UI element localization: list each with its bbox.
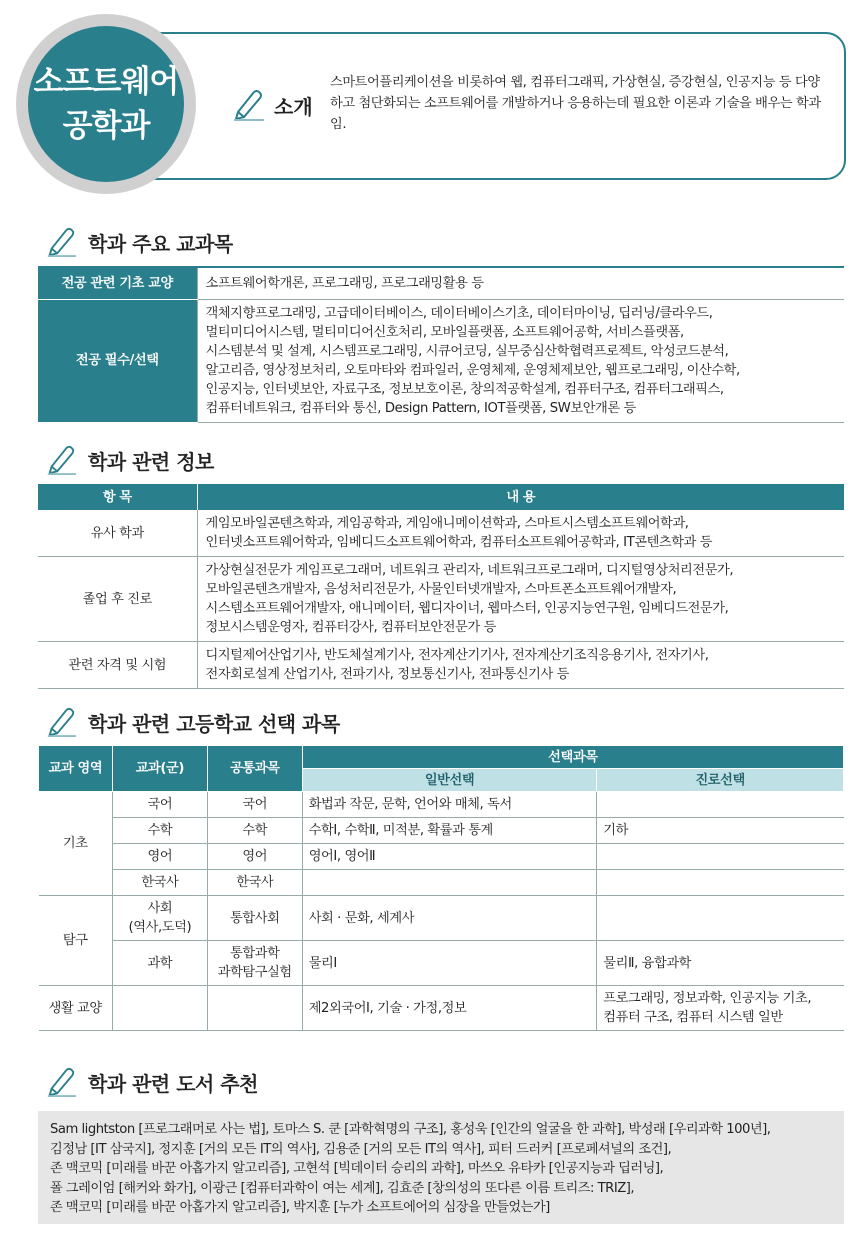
general-cell: 영어Ⅰ, 영어Ⅱ <box>302 844 597 870</box>
content-line: 가상현실전문가 게임프로그래머, 네트워크 관리자, 네트워크프로그래머, 디지털영상처리전문가, <box>205 563 734 578</box>
section-title-text: 학과 관련 고등학교 선택 과목 <box>88 711 340 736</box>
table-row <box>38 299 844 422</box>
section-title-books <box>44 1066 258 1098</box>
pencil-icon <box>44 1066 78 1098</box>
row-label: 관련 자격 및 시험 <box>38 642 197 689</box>
content-line: 디지털제어산업기사, 반도체설계기사, 전자계산기기사, 전자계산기조직응용기사, 전자기사, <box>205 648 709 663</box>
subject-cell: 수학 <box>112 818 207 844</box>
book-line: 존 맥코믹 [미래를 바꾼 아홉가지 알고리즘], 고현석 [빅데이터 승리의 과학], 마쓰오 유타카 [인공지능과 딥러닝], <box>50 1161 664 1176</box>
career-line: 컴퓨터 구조, 컴퓨터 시스템 일반 <box>603 1010 783 1025</box>
general-cell: 사회 · 문화, 세계사 <box>302 896 597 941</box>
general-cell: 화법과 작문, 문학, 언어와 매체, 독서 <box>302 792 597 818</box>
books-box <box>38 1111 844 1224</box>
book-line: 김정남 [IT 삼국지], 정지훈 [거의 모든 IT의 역사], 김용준 [거의 모든 IT의 역사], 피터 드러커 [프로페셔널의 조건], <box>50 1141 672 1157</box>
section-title-highschool <box>44 706 340 738</box>
column-header: 항 목 <box>38 484 197 510</box>
subject-cell: 한국사 <box>112 870 207 896</box>
content-line: 소프트웨어학개론, 프로그래밍, 프로그래밍활용 등 <box>205 275 484 291</box>
career-cell <box>597 986 844 1031</box>
courses-table <box>38 266 844 423</box>
career-line: 프로그래밍, 정보과학, 인공지능 기초, <box>603 991 812 1006</box>
subject-line: (역사,도덕) <box>128 920 192 935</box>
content-line: 게임모바일콘텐츠학과, 게임공학과, 게임애니메이션학과, 스마트시스템소프트웨어학과, <box>205 516 689 531</box>
common-line: 과학탐구실험 <box>217 965 292 980</box>
content-line: 인공지능, 인터넷보안, 자료구조, 정보보호이론, 창의적공학설계, 컴퓨터구조, 컴퓨터그래픽스, <box>205 381 724 397</box>
table-header-row <box>39 746 844 769</box>
table-header-row <box>38 484 844 510</box>
book-line: 폴 그레이엄 [해커와 화가], 이광근 [컴퓨터과학이 여는 세계], 김효준 [창의성의 또다른 이름 트리즈: TRIZ], <box>50 1180 635 1196</box>
content-line: 인터넷소프트웨어학과, 임베디드소프트웨어학과, 컴퓨터소프트웨어공학과, IT콘텐츠학과 등 <box>205 535 713 550</box>
row-content <box>197 510 844 557</box>
common-line: 통합과학 <box>230 946 280 961</box>
content-line: 멀티미디어시스템, 멀티미디어신호처리, 모바일플랫폼, 소프트웨어공학, 서비스플랫폼, <box>205 324 684 340</box>
content-line: 객체지향프로그래밍, 고급데이터베이스, 데이터베이스기초, 데이터마이닝, 딥러닝/클라우드, <box>205 305 713 321</box>
pencil-icon <box>44 706 78 738</box>
column-header: 내 용 <box>197 484 844 510</box>
column-header-common: 공통과목 <box>207 746 302 792</box>
row-label: 전공 관련 기초 교양 <box>38 267 197 299</box>
common-cell: 수학 <box>207 818 302 844</box>
table-row <box>39 818 844 844</box>
common-cell <box>207 986 302 1031</box>
section-title-info <box>44 444 214 476</box>
career-cell <box>597 896 844 941</box>
row-label: 유사 학과 <box>38 510 197 557</box>
common-cell <box>207 941 302 986</box>
row-label: 졸업 후 진로 <box>38 557 197 642</box>
subject-cell: 과학 <box>112 941 207 986</box>
column-header-area: 교과 영역 <box>39 746 113 792</box>
common-cell: 한국사 <box>207 870 302 896</box>
general-cell <box>302 870 597 896</box>
common-cell: 영어 <box>207 844 302 870</box>
section-title-text: 학과 관련 도서 추천 <box>88 1071 258 1096</box>
book-line: 존 맥코믹 [미래를 바꾼 아홉가지 알고리즘], 박지훈 [누가 소프트에어의 심장을 만들었는가] <box>50 1200 550 1215</box>
area-cell: 탐구 <box>39 896 113 986</box>
table-row <box>39 896 844 941</box>
highschool-table <box>38 745 844 1031</box>
department-title-line1: 소프트웨어 <box>33 64 179 100</box>
table-row <box>39 870 844 896</box>
general-cell: 제2외국어Ⅰ, 기술 · 가정,정보 <box>302 986 597 1031</box>
section-title-text: 학과 주요 교과목 <box>88 231 233 256</box>
general-cell: 물리Ⅰ <box>302 941 597 986</box>
section-title-text: 학과 관련 정보 <box>88 449 214 474</box>
column-header-general: 일반선택 <box>302 769 597 792</box>
book-line: Sam lightston [프로그래머로 사는 법], 토마스 S. 쿤 [과학혁명의 구조], 홍성욱 [인간의 얼굴을 한 과학], 박성래 [우리과학 100년], <box>50 1122 771 1137</box>
common-cell: 국어 <box>207 792 302 818</box>
common-cell: 통합사회 <box>207 896 302 941</box>
table-row <box>38 510 844 557</box>
career-cell: 물리Ⅱ, 융합과학 <box>597 941 844 986</box>
subject-cell: 영어 <box>112 844 207 870</box>
intro-label-text: 소개 <box>274 94 313 119</box>
area-cell: 기초 <box>39 792 113 896</box>
intro-text: 스마트어플리케이션을 비롯하여 웹, 컴퓨터그래픽, 가상현실, 증강현실, 인공지능 등 다양하고 첨단화되는 소프트웨어를 개발하거나 응용하는데 필요한 이론과 기술을 배우는 학과임. <box>330 75 821 132</box>
row-content <box>197 299 844 422</box>
row-label: 전공 필수/선택 <box>38 299 197 422</box>
column-header-career: 진로선택 <box>597 769 844 792</box>
row-content <box>197 557 844 642</box>
table-row <box>39 792 844 818</box>
career-cell <box>597 792 844 818</box>
section-title-courses <box>44 226 233 258</box>
area-cell: 생활 교양 <box>39 986 113 1031</box>
row-content <box>197 642 844 689</box>
content-line: 정보시스템운영자, 컴퓨터강사, 컴퓨터보안전문가 등 <box>205 620 496 635</box>
career-cell <box>597 844 844 870</box>
content-line: 컴퓨터네트워크, 컴퓨터와 통신, Design Pattern, IOT플랫폼, SW보안개론 등 <box>205 400 636 416</box>
table-row <box>39 844 844 870</box>
info-table <box>38 484 844 689</box>
pencil-icon <box>230 88 266 122</box>
title-badge-inner <box>28 26 184 182</box>
table-row <box>38 557 844 642</box>
department-title-line2: 공학과 <box>62 108 150 144</box>
subject-cell <box>112 986 207 1031</box>
table-row <box>38 642 844 689</box>
table-row <box>39 941 844 986</box>
pencil-icon <box>44 226 78 258</box>
row-content <box>197 267 844 299</box>
header <box>0 0 850 200</box>
column-header-select: 선택과목 <box>302 746 843 769</box>
general-cell: 수학Ⅰ, 수학Ⅱ, 미적분, 확률과 통계 <box>302 818 597 844</box>
subject-cell: 국어 <box>112 792 207 818</box>
table-row <box>38 267 844 299</box>
content-line: 알고리즘, 영상정보처리, 오토마타와 컴파일러, 운영체제, 운영체제보안, 웹프로그래밍, 이산수학, <box>205 362 740 378</box>
table-row <box>39 986 844 1031</box>
subject-line: 사회 <box>147 901 173 916</box>
intro-label <box>230 88 313 122</box>
subject-cell <box>112 896 207 941</box>
career-cell: 기하 <box>597 818 844 844</box>
title-badge <box>16 14 196 194</box>
content-line: 전자회로설계 산업기사, 전파기사, 정보통신기사, 전파통신기사 등 <box>205 667 569 682</box>
content-line: 모바일콘텐츠개발자, 음성처리전문가, 사물인터넷개발자, 스마트폰소프트웨어개발자, <box>205 582 677 597</box>
column-header-subject: 교과(군) <box>112 746 207 792</box>
career-cell <box>597 870 844 896</box>
content-line: 시스템분석 및 설계, 시스템프로그래밍, 시큐어코딩, 실무중심산학협력프로젝트, 악성코드분석, <box>205 343 729 359</box>
pencil-icon <box>44 444 78 476</box>
content-line: 시스템소프트웨어개발자, 애니메이터, 웹디자이너, 웹마스터, 인공지능연구원, 임베디드전문가, <box>205 601 729 616</box>
